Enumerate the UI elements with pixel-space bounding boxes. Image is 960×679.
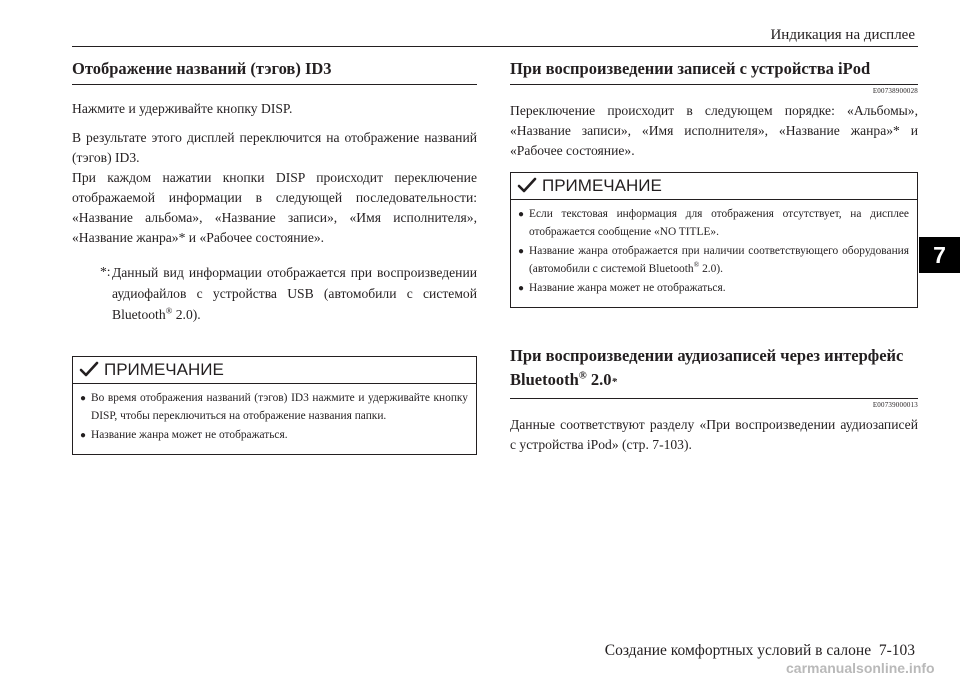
bullet-icon: ● [80, 393, 87, 404]
note-body [511, 200, 917, 307]
bullet-icon: ● [518, 209, 525, 220]
note-header [511, 173, 917, 200]
note-item [80, 427, 468, 445]
section-heading-ipod: При воспроизведении записей с устройства iPod [510, 56, 918, 85]
section-heading-bluetooth: При воспроизведении аудиозаписей через интерфейс Bluetooth® 2.0* [510, 342, 918, 399]
page-header: Индикация на дисплее [770, 27, 915, 43]
section-code: E00739000013 [872, 400, 918, 409]
bullet-icon: ● [518, 283, 525, 294]
note-item-text: Во время отображения названий (тэгов) ID3 нажмите и удерживайте кнопку DISP, чтобы переключиться на отображение названия папки. [91, 392, 468, 422]
section-heading-id3: Отображение названий (тэгов) ID3 [72, 56, 477, 85]
footnote [72, 262, 477, 325]
left-column [72, 56, 477, 455]
paragraph: Нажмите и удерживайте кнопку DISP. [72, 101, 293, 116]
note-item-text: Название жанра может не отображаться. [91, 429, 288, 441]
bullet-icon: ● [518, 246, 525, 257]
right-column [510, 56, 918, 455]
paragraph: При каждом нажатии кнопки DISP происходит переключение отображаемой информации в следующей последовательности: «Название альбома», «Название записи», «Имя исполнителя», «Название жанра»* и «Рабочее состояние». [72, 170, 477, 245]
note-item [80, 390, 468, 425]
paragraph: В результате этого дисплей переключится на отображение названий (тэгов) ID3. [72, 130, 477, 165]
note-item [518, 243, 909, 278]
page-footer: Создание комфортных условий в салоне 7-103 [604, 642, 915, 659]
note-title: ПРИМЕЧАНИЕ [104, 360, 224, 379]
note-header [73, 357, 476, 384]
note-item-text: Название жанра может не отображаться. [529, 282, 726, 294]
paragraph: Переключение происходит в следующем порядке: «Альбомы», «Название записи», «Имя исполнителя», «Название жанра»* и «Рабочее состояние». [510, 103, 918, 158]
watermark: carmanualsonline.info [786, 660, 935, 676]
checkmark-icon [517, 177, 537, 195]
footnote-mark: *: [100, 264, 111, 279]
note-item-text: Если текстовая информация для отображения отсутствует, на дисплее отображается сообщение «NO TITLE». [529, 208, 909, 238]
note-item [518, 206, 909, 241]
section-code: E00738900028 [872, 87, 918, 95]
header-rule [72, 46, 918, 47]
bullet-icon: ● [80, 430, 87, 441]
note-box [72, 356, 477, 455]
note-item-text: Название жанра отображается при наличии соответствующего оборудования (автомобили с системой Bluetooth® 2.0). [529, 245, 909, 275]
note-item [518, 280, 909, 298]
paragraph: Данные соответствуют разделу «При воспроизведении аудиозаписей с устройства iPod» (стр. 7-103). [510, 416, 918, 452]
checkmark-icon [79, 361, 99, 379]
chapter-tab: 7 [919, 237, 960, 273]
note-box [510, 172, 918, 308]
note-body [73, 384, 476, 454]
note-title: ПРИМЕЧАНИЕ [542, 176, 662, 195]
footnote-text: Данный вид информации отображается при воспроизведении аудиофайлов с устройства USB (автомобили с системой Bluetooth® 2.0). [112, 265, 477, 322]
